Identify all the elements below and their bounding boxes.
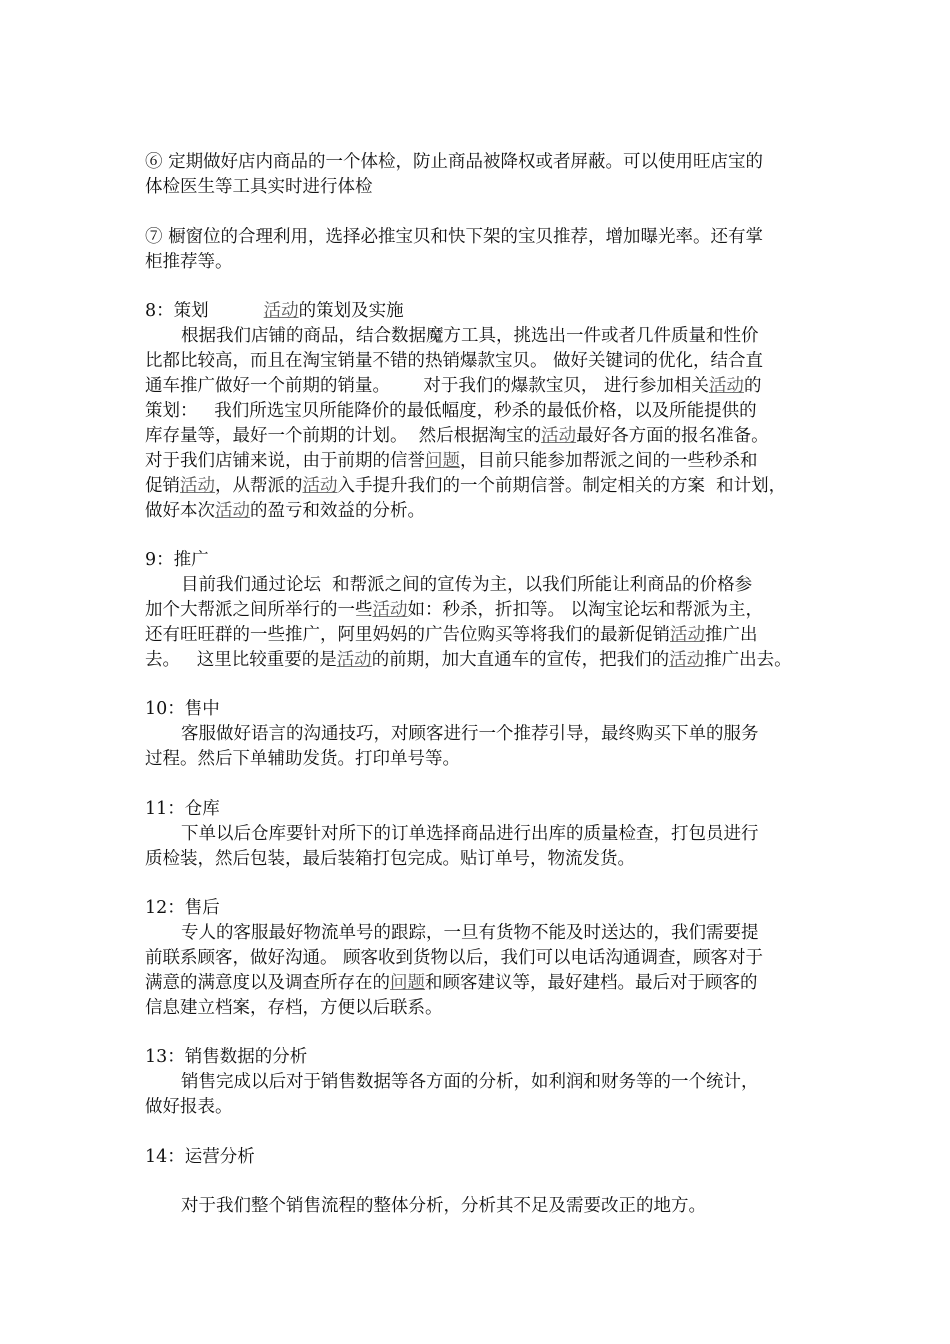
- text-run: 最好各方面的报名准备。: [576, 426, 769, 446]
- section-8-heading: [145, 299, 815, 324]
- text-line: 专人的客服最好物流单号的跟踪，一旦有货物不能及时送达的，我们需要提: [181, 923, 759, 943]
- section-9-heading: 9：推广: [145, 550, 209, 570]
- text-run: 的前期，加大直通车的宣传，把我们的: [371, 650, 670, 670]
- section-13-heading: 13：销售数据的分析: [145, 1047, 308, 1067]
- text-line: 销售完成以后对于销售数据等各方面的分析，如利润和财务等的一个统计，: [181, 1072, 759, 1092]
- text-run: 库存量等，最好一个前期的计划。 然后根据淘宝的: [145, 426, 542, 446]
- text-line: ⑥ 定期做好店内商品的一个体检，防止商品被降权或者屏蔽。可以使用旺店宝的: [145, 152, 764, 172]
- text-line: 体检医生等工具实时进行体检: [145, 177, 373, 197]
- text-line: 前联系顾客，做好沟通。 顾客收到货物以后，我们可以电话沟通调查，顾客对于: [145, 948, 764, 968]
- text-line: [145, 499, 815, 524]
- section-11-heading: 11：仓库: [145, 799, 220, 819]
- text-line: 对于我们整个销售流程的整体分析，分析其不足及需要改正的地方。: [181, 1196, 706, 1216]
- text-run: 入手提升我们的一个前期信誉。制定相关的方案 和计划，: [337, 476, 787, 496]
- text-run: ，从帮派的: [215, 476, 303, 496]
- text-run: ，目前只能参加帮派之间的一些秒杀和: [460, 451, 758, 471]
- text-run: 做好本次: [145, 501, 215, 521]
- text-run: 满意的满意度以及调查所存在的: [145, 973, 390, 993]
- section-14-heading: 14：运营分析: [145, 1147, 255, 1167]
- text-line: [145, 598, 815, 623]
- text-run: 和顾客建议等，最好建档。最后对于顾客的: [425, 973, 758, 993]
- issue-link[interactable]: 问题: [425, 451, 460, 471]
- activity-link[interactable]: 活动: [302, 476, 338, 496]
- issue-link[interactable]: 问题: [390, 973, 425, 993]
- text-line: 比都比较高，而且在淘宝销量不错的热销爆款宝贝。 做好关键词的优化，结合直: [145, 351, 764, 371]
- activity-link[interactable]: 活动: [669, 650, 705, 670]
- section-10: [145, 697, 815, 772]
- text-run: 对于我们店铺来说，由于前期的信誉: [145, 451, 425, 471]
- section-8: [145, 299, 815, 524]
- text-line: [145, 648, 815, 673]
- text-run: 推广出: [705, 625, 758, 645]
- text-line: 柜推荐等。: [145, 252, 233, 272]
- activity-link[interactable]: 活动: [263, 301, 299, 321]
- text-line: [145, 474, 815, 499]
- activity-link[interactable]: 活动: [372, 600, 408, 620]
- text-line: 策划： 我们所选宝贝所能降价的最低幅度，秒杀的最低价格，以及所能提供的: [145, 401, 757, 421]
- text-line: 目前我们通过论坛 和帮派之间的宣传为主，以我们所能让利商品的价格参: [181, 575, 753, 595]
- text-run: 还有旺旺群的一些推广，阿里妈妈的广告位购买等将我们的最新促销: [145, 625, 670, 645]
- activity-link[interactable]: 活动: [215, 501, 250, 521]
- text-line: 根据我们店铺的商品，结合数据魔方工具，挑选出一件或者几件质量和性价: [181, 326, 759, 346]
- text-run: 去。 这里比较重要的是: [145, 650, 337, 670]
- item-7-paragraph: [145, 225, 815, 275]
- text-run: 如：秒杀，折扣等。 以淘宝论坛和帮派为主，: [407, 600, 764, 620]
- text-run: 的盈亏和效益的分析。: [250, 501, 425, 521]
- text-line: [145, 374, 815, 399]
- heading-text: 的策划及实施: [298, 301, 404, 321]
- section-14-body: [145, 1194, 815, 1219]
- text-run: 推广出去。: [704, 650, 792, 670]
- text-line: [145, 424, 815, 449]
- text-line: 客服做好语言的沟通技巧，对顾客进行一个推荐引导，最终购买下单的服务: [181, 724, 759, 744]
- item-6-paragraph: [145, 150, 815, 200]
- text-line: 做好报表。: [145, 1097, 233, 1117]
- text-run: 促销: [145, 476, 180, 496]
- activity-link[interactable]: 活动: [336, 650, 372, 670]
- text-line: 信息建立档案，存档，方便以后联系。: [145, 998, 443, 1018]
- text-line: [145, 971, 815, 996]
- activity-link[interactable]: 活动: [541, 426, 577, 446]
- activity-link[interactable]: 活动: [670, 625, 705, 645]
- section-13: [145, 1045, 815, 1120]
- text-line: ⑦ 橱窗位的合理利用，选择必推宝贝和快下架的宝贝推荐，增加曝光率。还有掌: [145, 227, 764, 247]
- heading-text: 8：策划: [145, 301, 209, 321]
- text-line: [145, 449, 815, 474]
- text-line: 下单以后仓库要针对所下的订单选择商品进行出库的质量检查，打包员进行: [181, 824, 759, 844]
- section-12-heading: 12：售后: [145, 898, 220, 918]
- text-line: [145, 623, 815, 648]
- section-10-heading: 10：售中: [145, 699, 220, 719]
- text-run: 加个大帮派之间所举行的一些: [145, 600, 373, 620]
- activity-link[interactable]: 活动: [708, 376, 744, 396]
- section-14: [145, 1145, 815, 1170]
- section-11: [145, 797, 815, 872]
- text-line: 质检装，然后包装，最后装箱打包完成。贴订单号，物流发货。: [145, 849, 635, 869]
- text-run: 的: [743, 376, 762, 396]
- text-run: 通车推广做好一个前期的销量。 对于我们的爆款宝贝， 进行参加相关: [145, 376, 709, 396]
- section-12: [145, 896, 815, 1021]
- section-9: [145, 548, 815, 673]
- text-line: 过程。然后下单辅助发货。打印单号等。: [145, 749, 460, 769]
- activity-link[interactable]: 活动: [180, 476, 215, 496]
